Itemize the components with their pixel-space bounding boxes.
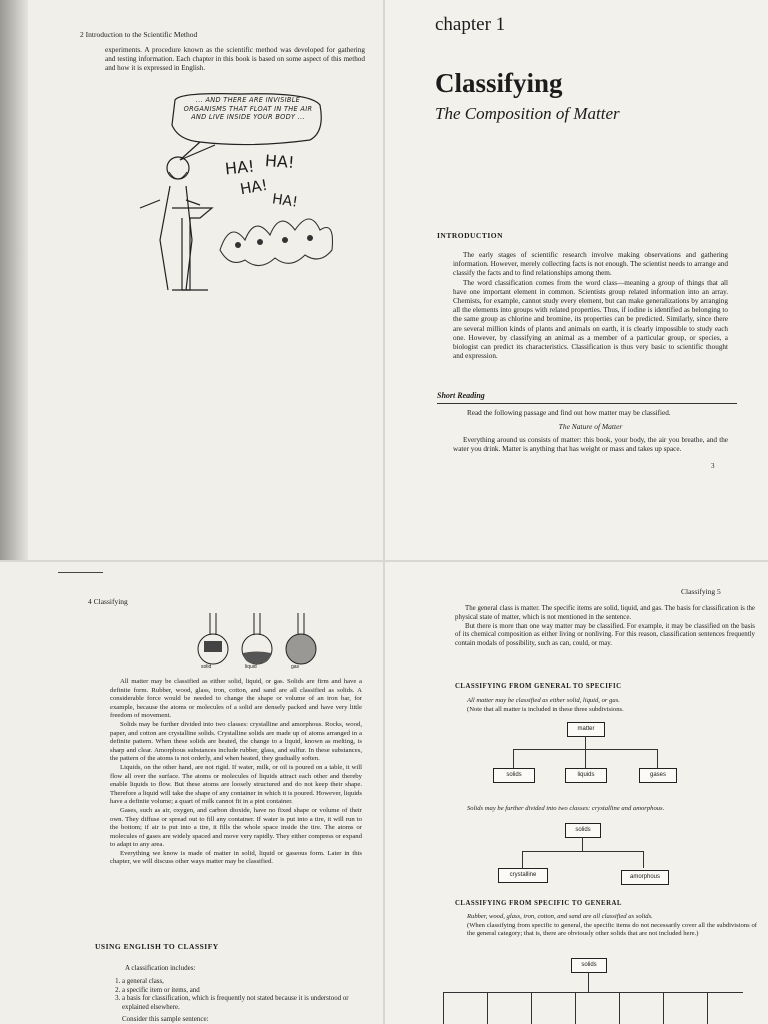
tree-node-gases: gases — [639, 768, 677, 783]
running-head: Classifying 5 — [681, 587, 721, 596]
example-sentence: Rubber, wood, glass, iron, cotton, and sand are all classified as solids. — [467, 913, 653, 920]
example-sentence: All matter may be classified as either solid, liquid, or gas. — [467, 697, 620, 704]
flask-label: solid — [201, 664, 212, 670]
tree-connector — [643, 851, 644, 868]
paragraph: The early stages of scientific research involve making observations and gathering information. However, merely collecting facts is not enough. The scientist needs to arrange and classify the facts and to find relationships among them. — [453, 251, 728, 278]
state-of-matter-flasks — [190, 609, 330, 671]
example-note: (When classifying from specific to general, the specific items do not necessarily cover all the subdivisions of the general category; that is, there are obviously other solids that are not included here.) — [467, 922, 757, 938]
running-head: 2 Introduction to the Scientific Method — [80, 30, 198, 39]
tree-connector — [522, 851, 523, 868]
laugh-text: HA! — [264, 150, 296, 173]
classification-list — [108, 978, 363, 1012]
list-item: 2. a specific item or items, and — [122, 987, 363, 996]
section-heading: USING ENGLISH TO CLASSIFY — [95, 942, 219, 951]
introduction-body — [453, 251, 728, 361]
tree-connector — [582, 837, 583, 851]
section-heading: CLASSIFYING FROM SPECIFIC TO GENERAL — [455, 900, 622, 907]
flask-label: gas — [291, 664, 300, 670]
lecturer-body — [140, 186, 200, 290]
paragraph: Everything around us consists of matter: this book, your body, the air you breathe, and the water you drink. Matter is anything that has weight or mass and takes up space. — [453, 436, 728, 454]
chapter-title: Classifying — [435, 68, 563, 98]
liquid-flask-icon — [242, 613, 272, 664]
tree-connector — [531, 992, 532, 1024]
general-class-body — [455, 605, 755, 649]
short-reading-label: Short Reading — [437, 391, 485, 400]
page-4 — [0, 562, 383, 1024]
section-heading: INTRODUCTION — [437, 231, 504, 240]
tree-node-crystalline: crystalline — [498, 868, 548, 883]
speech-bubble-text: ... AND THERE ARE INVISIBLE ORGANISMS THAT FLOAT IN THE AIR AND LIVE INSIDE YOUR BODY ... — [183, 96, 313, 122]
tree-node-solids: solids — [493, 768, 535, 783]
paragraph: Solids may be further divided into two classes: crystalline and amorphous. Rocks, wood, paper, and cotton are crystalline solids. Crystalline solids are made up of atoms arranged in a definite pattern. When these solids are heated, the change to a liquid, known as melting, is sharp and clear. Amorphous substances include rubber, glass, and sulfur. In these substances, the pattern of the atoms is not orderly, and when heated, they gradually soften. — [110, 720, 362, 763]
page-2 — [0, 0, 383, 560]
matter-body — [110, 678, 362, 867]
flask-label: liquid — [245, 664, 257, 670]
list-intro: A classification includes: — [125, 964, 196, 972]
page-5 — [385, 562, 768, 1024]
tree-node-liquids: liquids — [565, 768, 607, 783]
tree-connector — [585, 749, 586, 768]
laugh-text: HA! — [271, 191, 299, 211]
tree-connector — [487, 992, 488, 1024]
section-heading: CLASSIFYING FROM GENERAL TO SPECIFIC — [455, 683, 622, 690]
tree-connector — [619, 992, 620, 1024]
tree-node-solids: solids — [571, 958, 607, 973]
page-3 — [385, 0, 768, 560]
tree-node-matter: matter — [567, 722, 605, 737]
tree-node-amorphous: amorphous — [621, 870, 669, 885]
example-note: (Note that all matter is included in these three subdivisions. — [467, 706, 624, 713]
lecturer-head — [167, 157, 189, 179]
paragraph: The general class is matter. The specific items are solid, liquid, and gas. The basis for classification is the physical state of matter, which is not mentioned in the sentence. — [455, 605, 755, 621]
intro-paragraph: experiments. A procedure known as the scientific method was developed for gathering and testing information. Each chapter in this book is based on some aspect of this method and how it is expressed in English. — [105, 46, 365, 73]
chapter-subtitle: The Composition of Matter — [435, 104, 620, 123]
tree-connector — [575, 992, 576, 1024]
example-sentence: Solids may be further divided into two classes: crystalline and amorphous. — [467, 805, 665, 812]
tree-connector — [588, 972, 589, 992]
tree-connector — [663, 992, 664, 1024]
tree-node-solids: solids — [565, 823, 601, 838]
paragraph: Gases, such as air, oxygen, and carbon dioxide, have no fixed shape or volume of their own. They diffuse or spread out to fill any container. If water is put into a tire, it will run to the bottom; if air is put into a tire, it fills the whole space inside the tire. The atoms or molecules of gases are widely spaced and move very rapidly. They either compress or expand to adapt to any area. — [110, 806, 362, 849]
divider — [437, 403, 737, 404]
page-number: 3 — [711, 462, 715, 470]
divider — [58, 572, 103, 573]
page-gutter-shadow — [0, 0, 28, 560]
cartoon-illustration — [120, 90, 370, 330]
paragraph: Everything we know is made of matter in solid, liquid or gaseous form. Later in this chapter, we will discuss other ways matter may be classified. — [110, 849, 362, 866]
gas-flask-icon — [286, 613, 316, 664]
list-item: 3. a basis for classification, which is frequently not stated because it is understood or explained elsewhere. — [122, 995, 363, 1012]
tree-connector — [522, 851, 643, 852]
paragraph: But there is more than one way matter may be classified. For example, it may be classified on the basis of its chemical composition as either living or nonliving. For this reason, classification sentences frequently contain modals of possibility, such as can, could, or may. — [455, 622, 755, 648]
tree-connector — [513, 749, 514, 768]
running-head: 4 Classifying — [88, 597, 128, 606]
tree-connector — [657, 749, 658, 768]
laugh-text: HA! — [224, 156, 256, 179]
laugh-text: HA! — [238, 175, 269, 199]
reading-body — [453, 436, 728, 454]
paragraph: Liquids, on the other hand, are not rigid. If water, milk, or oil is poured on a table, it will flow all over the surface. The atoms or molecules of liquids attract each other and thereby enable liquids to flow. But these atoms are loosely structured and do not keep their shape. Therefore a liquid will take the shape of any container in which it is poured. However, liquids have a definite volume; a quart of milk cannot fit in a pint container. — [110, 763, 362, 806]
paragraph: All matter may be classified as either solid, liquid, or gas. Solids are firm and have a definite form. Rubber, wood, glass, iron, cotton, and sand are all classified as solids. A considerable force would be needed to change the shape or volume of an iron bar, for example, because the atoms or molecules of a solid are densely packed and have very little freedom of movement. — [110, 678, 362, 720]
tree-connector — [443, 992, 444, 1024]
tree-connector — [585, 736, 586, 749]
reading-title: The Nature of Matter — [558, 422, 623, 431]
solid-flask-icon — [198, 613, 228, 664]
reading-instruction: Read the following passage and find out how matter may be classified. — [467, 409, 671, 417]
chapter-label: chapter 1 — [435, 14, 506, 35]
tree-connector — [707, 992, 708, 1024]
list-item: 1. a general class, — [122, 978, 363, 987]
tree-connector — [443, 992, 743, 993]
podium-icon — [172, 208, 212, 290]
footer-text: Consider this sample sentence: — [122, 1015, 209, 1023]
paragraph: The word classification comes from the word class—meaning a group of things that all have one important element in common. Scientists group related information into an array. Chemists, for example, cannot study every element, but can make generalizations by arranging all the elements into groups with related properties. Thus, if iodine is identified as belonging to the same group as chlorine and bromine, its properties can be predicted. Similarly, since there are several million kinds of plants and animals on earth, it is clearly impossible to study each one. However, by classifying an animal as a member of a particular group, or species, a biologist can predict its characteristics. Classification is thus very basic to scientific thought and expression. — [453, 278, 728, 361]
